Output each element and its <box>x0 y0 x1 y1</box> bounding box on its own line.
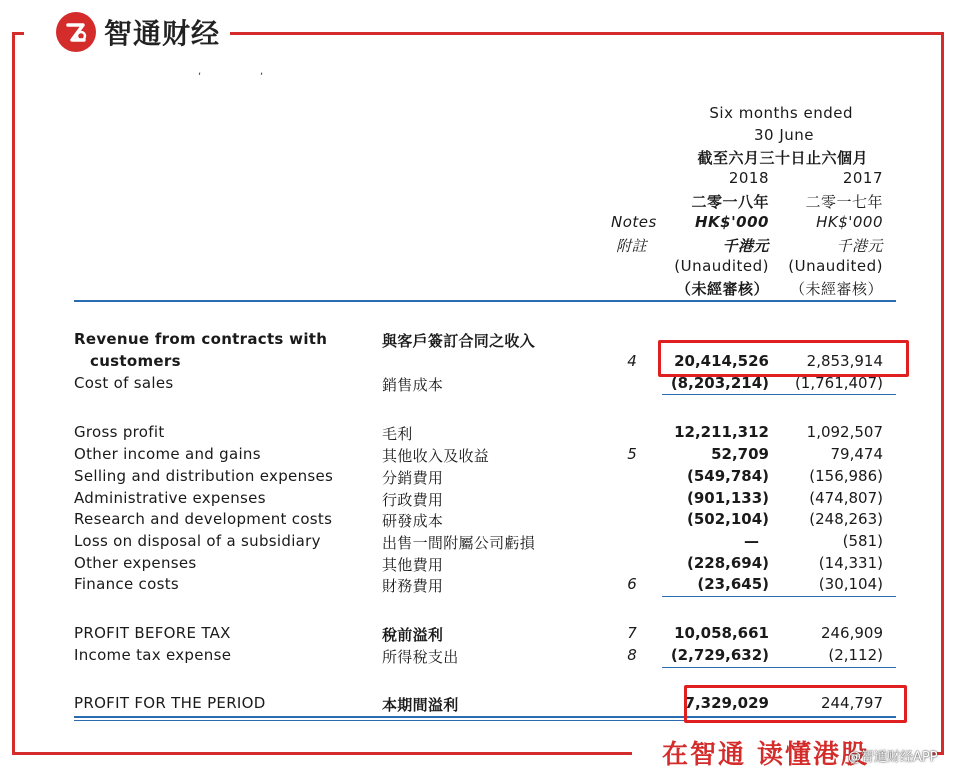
row-note: 4 <box>627 352 637 370</box>
frame-right-border <box>941 32 944 755</box>
row-label-en: Other income and gains <box>74 445 261 463</box>
row-label-cn: 毛利 <box>382 425 413 443</box>
row-label-en: Selling and distribution expenses <box>74 467 334 485</box>
value-2017: 244,797 <box>820 694 883 712</box>
year-2017-cn: 二零一七年 <box>805 193 883 211</box>
stray-mark: , <box>260 66 264 77</box>
value-2017: (474,807) <box>809 489 883 507</box>
row-label-en: Loss on disposal of a subsidiary <box>74 532 321 550</box>
year-2018-cn: 二零一八年 <box>691 193 769 211</box>
value-2017: (156,986) <box>809 467 883 485</box>
value-2018: (8,203,214) <box>670 374 769 392</box>
value-2017: (30,104) <box>818 575 883 593</box>
row-label-en: Finance costs <box>74 575 179 593</box>
subtotal-rule <box>662 667 896 668</box>
row-label-cn: 其他收入及收益 <box>382 447 490 465</box>
frame-bottom-border <box>12 752 632 755</box>
row-label-en: Income tax expense <box>74 646 232 664</box>
value-2017: 2,853,914 <box>806 352 883 370</box>
value-2018: 7,329,029 <box>684 694 769 712</box>
notes-header: Notes <box>611 213 657 231</box>
value-2018: (502,104) <box>686 510 769 528</box>
value-2018: 52,709 <box>711 445 769 463</box>
header-divider <box>74 300 896 302</box>
row-label-en: Revenue from contracts with <box>74 330 328 348</box>
value-2017: (2,112) <box>828 646 883 664</box>
value-2018: (2,729,632) <box>670 646 769 664</box>
period-line-3: 截至六月三十日止六個月 <box>697 149 868 167</box>
row-label-en: Cost of sales <box>74 374 174 392</box>
value-2017: (248,263) <box>809 510 883 528</box>
row-label-en: Gross profit <box>74 423 165 441</box>
highlight-box-profit <box>684 685 907 723</box>
row-note: 7 <box>627 624 637 642</box>
row-label-cn: 研發成本 <box>382 512 444 530</box>
currency-2017: HK$'000 <box>816 213 883 231</box>
currency-2018: HK$'000 <box>694 213 769 231</box>
currency-2017-cn: 千港元 <box>836 237 883 255</box>
year-2017: 2017 <box>842 169 883 187</box>
value-2018: — <box>744 532 759 550</box>
notes-header-cn: 附註 <box>616 237 648 255</box>
row-label-cn: 分銷費用 <box>382 469 444 487</box>
row-label-en: PROFIT BEFORE TAX <box>74 624 231 642</box>
value-2017: (1,761,407) <box>794 374 883 392</box>
row-label-en: PROFIT FOR THE PERIOD <box>74 694 266 712</box>
audit-status-2018-cn: （未經審核） <box>675 280 769 298</box>
row-label-cn: 其他費用 <box>382 556 444 574</box>
logo-text: 智通财经 <box>104 17 221 50</box>
subtotal-rule <box>662 596 896 597</box>
row-label-cn: 稅前溢利 <box>382 626 444 644</box>
row-label-cn: 行政費用 <box>382 491 444 509</box>
period-line-2: 30 June <box>753 126 814 144</box>
value-2017: 79,474 <box>830 445 883 463</box>
year-2018: 2018 <box>728 169 769 187</box>
value-2018: (23,645) <box>697 575 769 593</box>
value-2018: 12,211,312 <box>674 423 769 441</box>
frame-left-border <box>12 32 15 755</box>
stray-mark: , <box>198 66 202 77</box>
row-label-cn: 出售一間附屬公司虧損 <box>382 534 536 552</box>
row-note: 6 <box>627 575 637 593</box>
row-note: 8 <box>627 646 637 664</box>
value-2018: 20,414,526 <box>674 352 769 370</box>
period-line-1: Six months ended <box>709 104 853 122</box>
currency-2018-cn: 千港元 <box>722 237 769 255</box>
brand-slogan: 在智通 读懂港股 <box>662 740 870 770</box>
audit-status-2017: (Unaudited) <box>788 257 883 275</box>
frame-top-border-left <box>12 32 24 35</box>
row-label-cn: 財務費用 <box>382 577 444 595</box>
value-2017: 246,909 <box>820 624 883 642</box>
logo-icon <box>56 12 96 52</box>
row-label-en: Research and development costs <box>74 510 333 528</box>
value-2017: (14,331) <box>818 554 883 572</box>
value-2017: 1,092,507 <box>806 423 883 441</box>
audit-status-2018: (Unaudited) <box>674 257 769 275</box>
value-2018: (228,694) <box>686 554 769 572</box>
value-2018: (901,133) <box>686 489 769 507</box>
watermark-text: @智通财经APP <box>848 750 938 765</box>
brand-logo <box>56 12 220 52</box>
row-label-cn: 與客戶簽訂合同之收入 <box>382 332 536 350</box>
highlight-box-revenue <box>658 340 909 377</box>
row-label-en: Other expenses <box>74 554 197 572</box>
value-2018: (549,784) <box>686 467 769 485</box>
row-label-cn: 所得稅支出 <box>382 648 459 666</box>
subtotal-rule <box>662 394 896 395</box>
row-label-en: Administrative expenses <box>74 489 266 507</box>
row-label-en: customers <box>90 352 181 370</box>
value-2017: (581) <box>842 532 883 550</box>
value-2018: 10,058,661 <box>674 624 769 642</box>
frame-top-border-right <box>230 32 944 35</box>
audit-status-2017-cn: （未經審核） <box>789 280 883 298</box>
row-note: 5 <box>627 445 637 463</box>
row-label-cn: 本期間溢利 <box>382 696 459 714</box>
row-label-cn: 銷售成本 <box>382 376 444 394</box>
